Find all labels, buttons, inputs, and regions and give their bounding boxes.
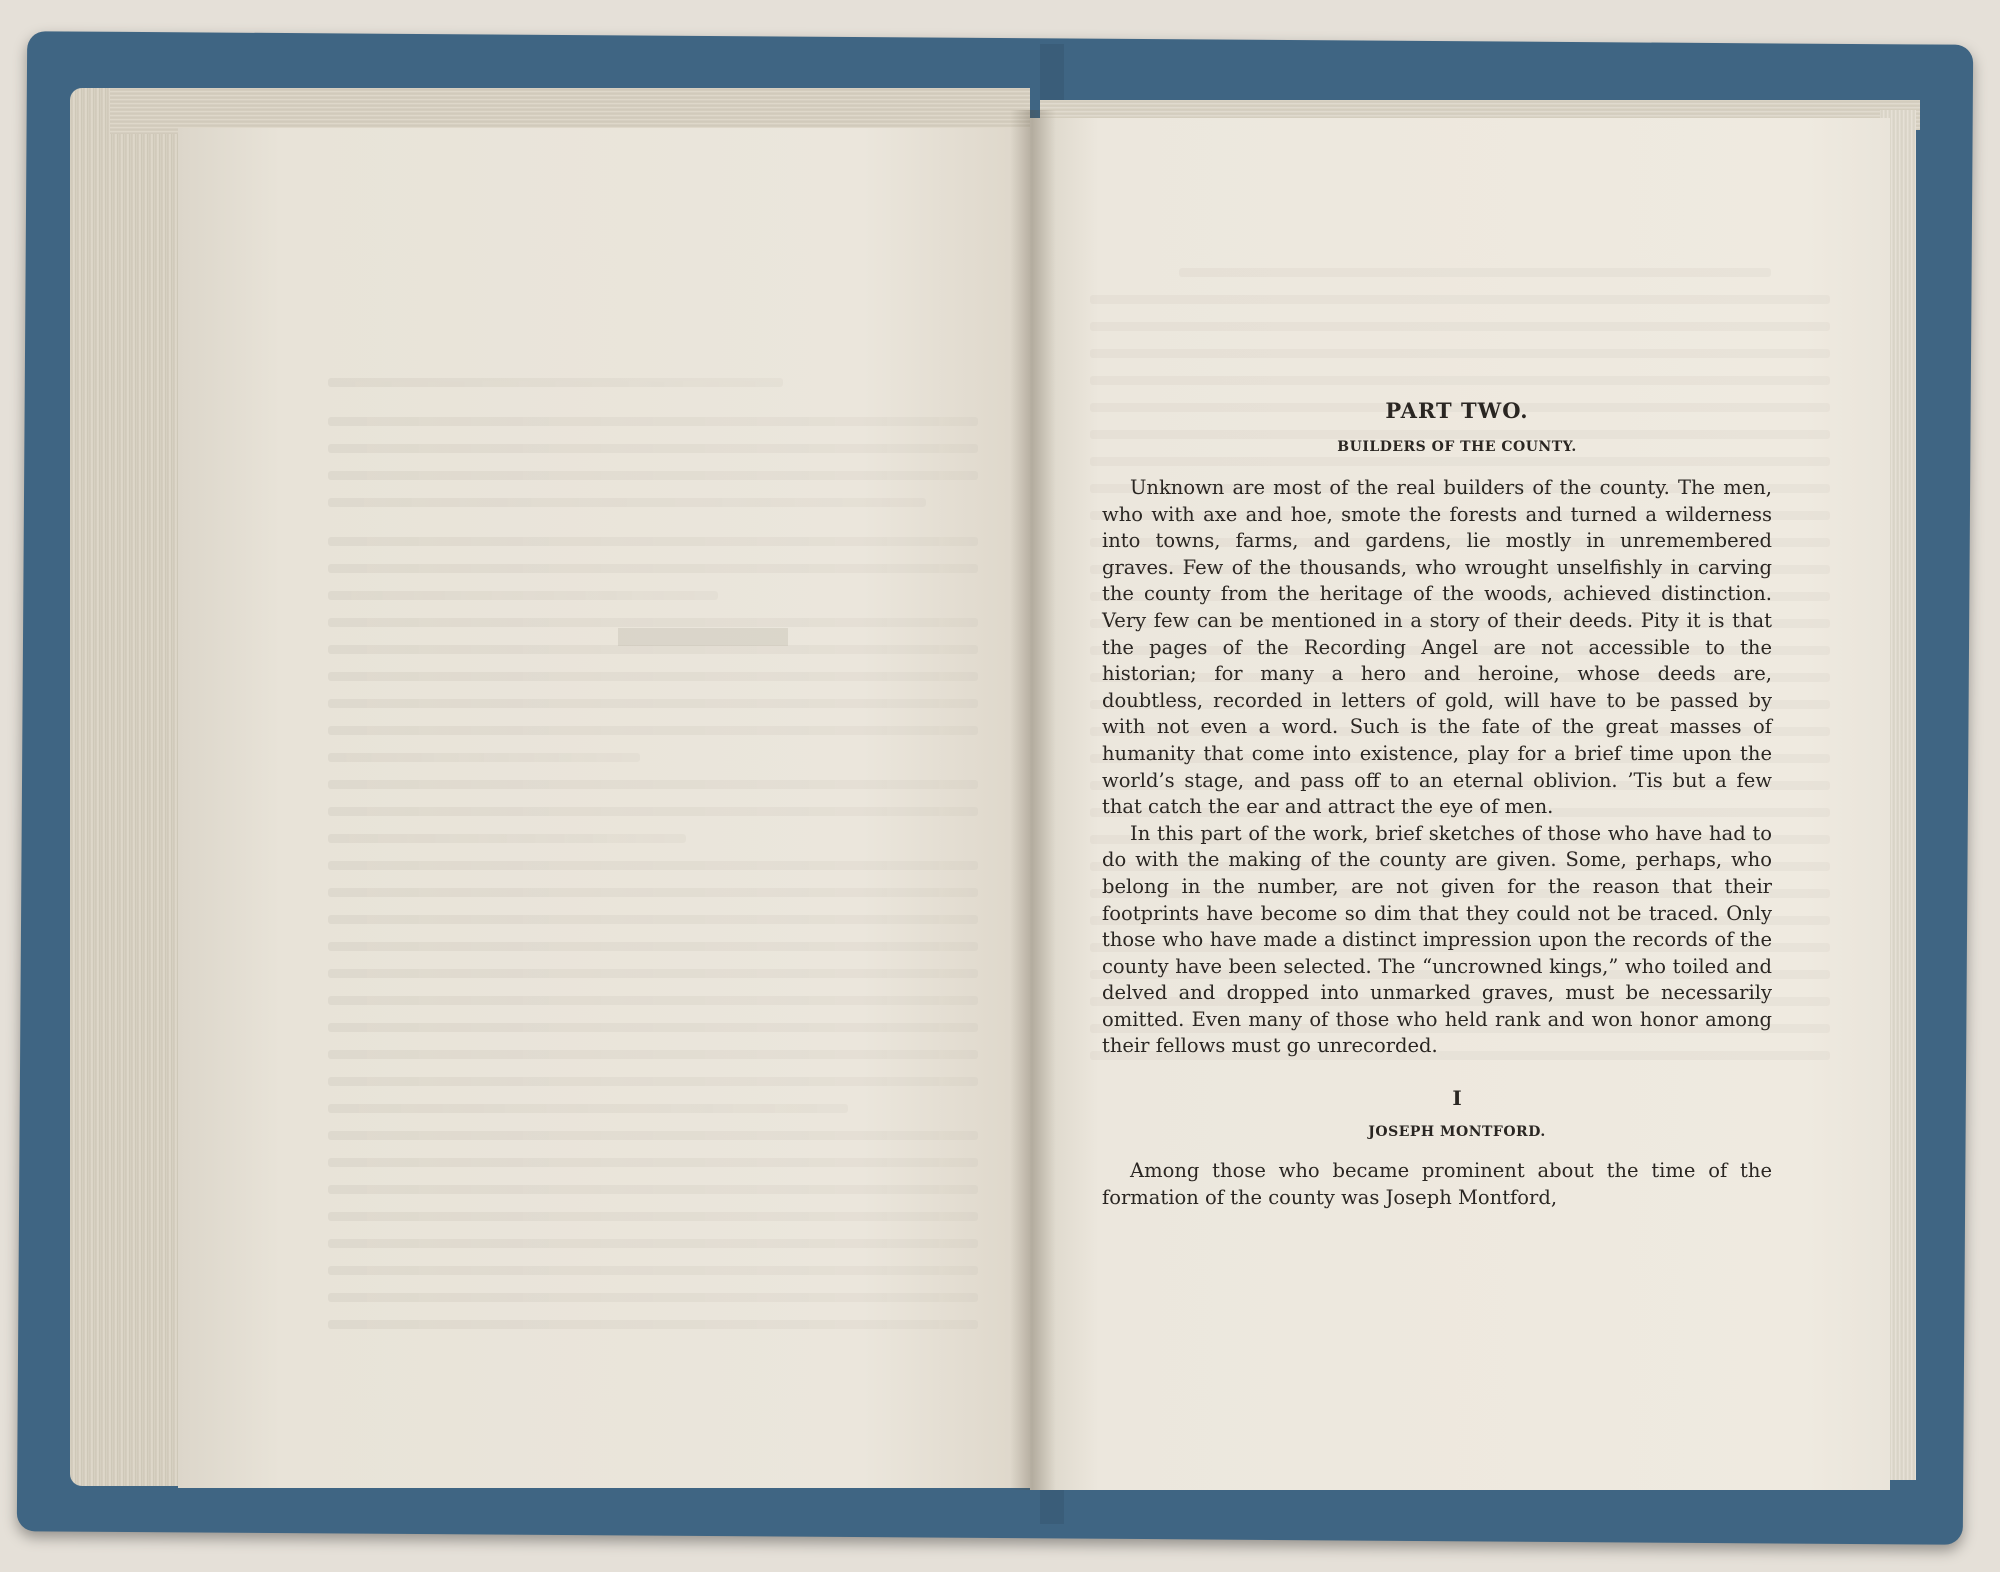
part-heading: PART TWO. [1385,398,1529,423]
page-text [1102,398,1772,1211]
left-page-bleed-heading [618,628,788,646]
right-page [1030,118,1890,1490]
section-heading: BUILDERS OF THE COUNTY. [1337,439,1577,455]
chapter-numeral: I [1452,1086,1462,1111]
left-page-bleed-through [328,378,978,1428]
chapter-opening-paragraph: Among those who became prominent about the time of the formation of the county was Joseph Montford, [1102,1159,1772,1209]
left-page-block-edge [70,88,180,1486]
chapter-title: JOSEPH MONTFORD. [1368,1124,1546,1141]
left-page [178,128,1033,1488]
book-gutter [1010,110,1056,1490]
body-paragraph: In this part of the work, brief sketches of those who have had to do with the making of the county are given. Some, perhaps, who belong in the number, are not given for the reason that their footprints have become so dim that they could not be traced. Only those who have made a distinct impression upon the records of the county have been selected. The “uncrowned kings,” who toiled and delved and dropped into unmarked graves, must be necessarily omitted. Even many of those who held rank and won honor among their fellows must go unrecorded. [1102,821,1772,1058]
body-paragraph: Unknown are most of the real builders of the county. The men, who with axe and hoe, smote the forests and turned a wilderness into towns, farms, and gardens, lie mostly in unremembered graves. Few of the thousands, who wrought unselfishly in carving the county from the heritage of the woods, achieved distinction. Very few can be mentioned in a story of their deeds. Pity it is that the pages of the Recording Angel are not accessible to the historian; for many a hero and heroine, whose deeds are, doubtless, recorded in letters of gold, will have to be passed by with not even a word. Such is the fate of the great masses of humanity that come into existence, play for a brief time upon the world’s stage, and pass off to an eternal oblivion. ’Tis but a few that catch the ear and attract the eye of men. [1102,476,1772,819]
